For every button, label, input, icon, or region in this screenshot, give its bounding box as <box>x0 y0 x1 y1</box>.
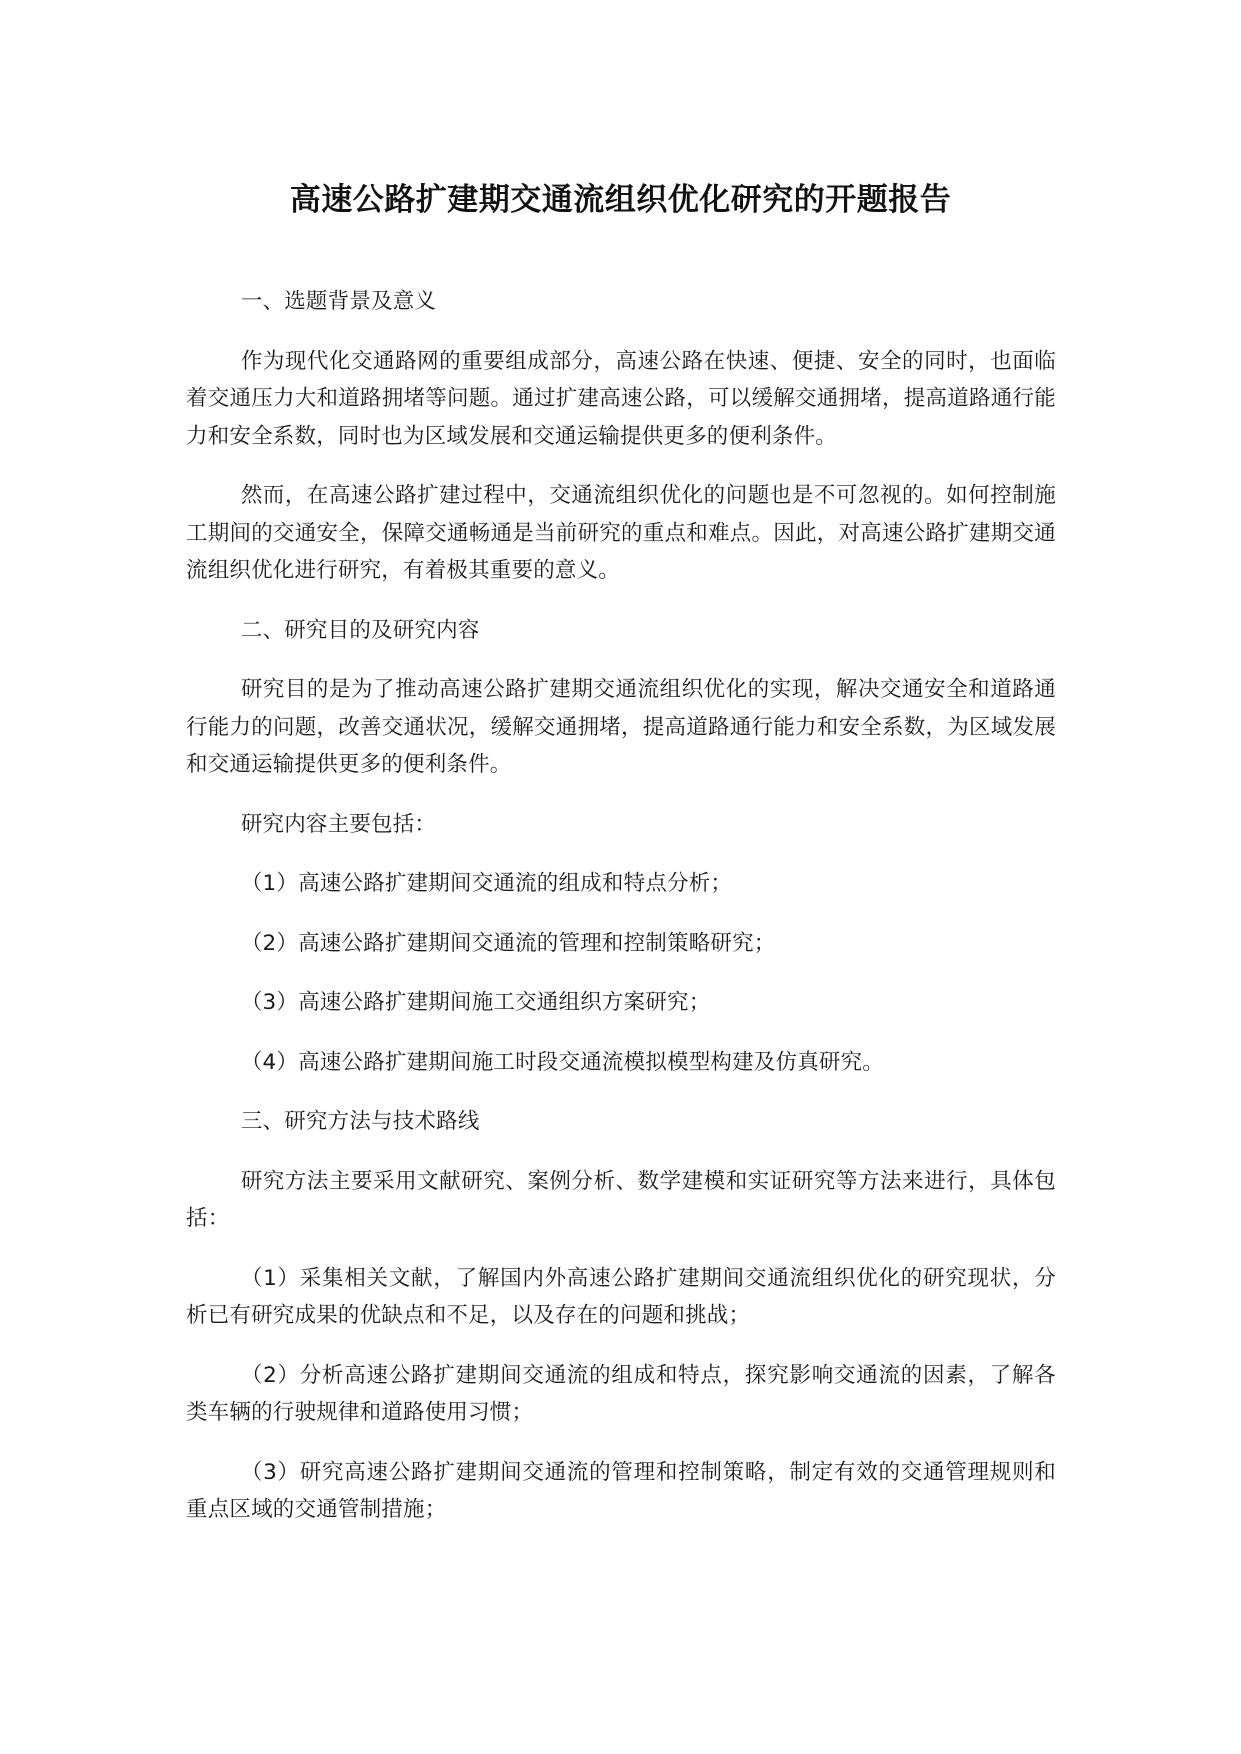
document-body <box>186 283 1056 1551</box>
paragraph: 研究目的是为了推动高速公路扩建期交通流组织优化的实现，解决交通安全和道路通行能力的问题，改善交通状况，缓解交通拥堵，提高道路通行能力和安全系数，为区域发展和交通运输提供更多的便利条件。 <box>186 677 1056 777</box>
list-item: （3）研究高速公路扩建期间交通流的管理和控制策略，制定有效的交通管理规则和重点区域的交通管制措施； <box>186 1459 1056 1522</box>
list-item: （1）采集相关文献，了解国内外高速公路扩建期间交通流组织优化的研究现状，分析已有研究成果的优缺点和不足，以及存在的问题和挑战； <box>186 1265 1056 1328</box>
section-heading-objectives: 二、研究目的及研究内容 <box>240 617 480 643</box>
paragraph: 研究方法主要采用文献研究、案例分析、数学建模和实证研究等方法来进行，具体包括： <box>186 1168 1056 1231</box>
section-heading-background: 一、选题背景及意义 <box>240 289 437 314</box>
list-item: （2）分析高速公路扩建期间交通流的组成和特点，探究影响交通流的因素，了解各类车辆的行驶规律和道路使用习惯； <box>186 1362 1056 1425</box>
list-item: （2）高速公路扩建期间交通流的管理和控制策略研究； <box>240 930 776 956</box>
document-title: 高速公路扩建期交通流组织优化研究的开题报告 <box>289 182 952 218</box>
paragraph: 研究内容主要包括： <box>240 811 437 837</box>
list-item: （1）高速公路扩建期间交通流的组成和特点分析； <box>240 871 733 896</box>
list-item: （4）高速公路扩建期间施工时段交通流模拟模型构建及仿真研究。 <box>240 1049 884 1075</box>
paragraph: 然而，在高速公路扩建过程中，交通流组织优化的问题也是不可忽视的。如何控制施工期间的交通安全，保障交通畅通是当前研究的重点和难点。因此，对高速公路扩建期交通流组织优化进行研究，有着极其重要的意义。 <box>186 483 1056 583</box>
section-heading-methods: 三、研究方法与技术路线 <box>240 1109 480 1134</box>
list-item: （3）高速公路扩建期间施工交通组织方案研究； <box>240 990 711 1015</box>
paragraph: 作为现代化交通路网的重要组成部分，高速公路在快速、便捷、安全的同时，也面临着交通压力大和道路拥堵等问题。通过扩建高速公路，可以缓解交通拥堵，提高道路通行能力和安全系数，同时也为区域发展和交通运输提供更多的便利条件。 <box>186 348 1056 449</box>
